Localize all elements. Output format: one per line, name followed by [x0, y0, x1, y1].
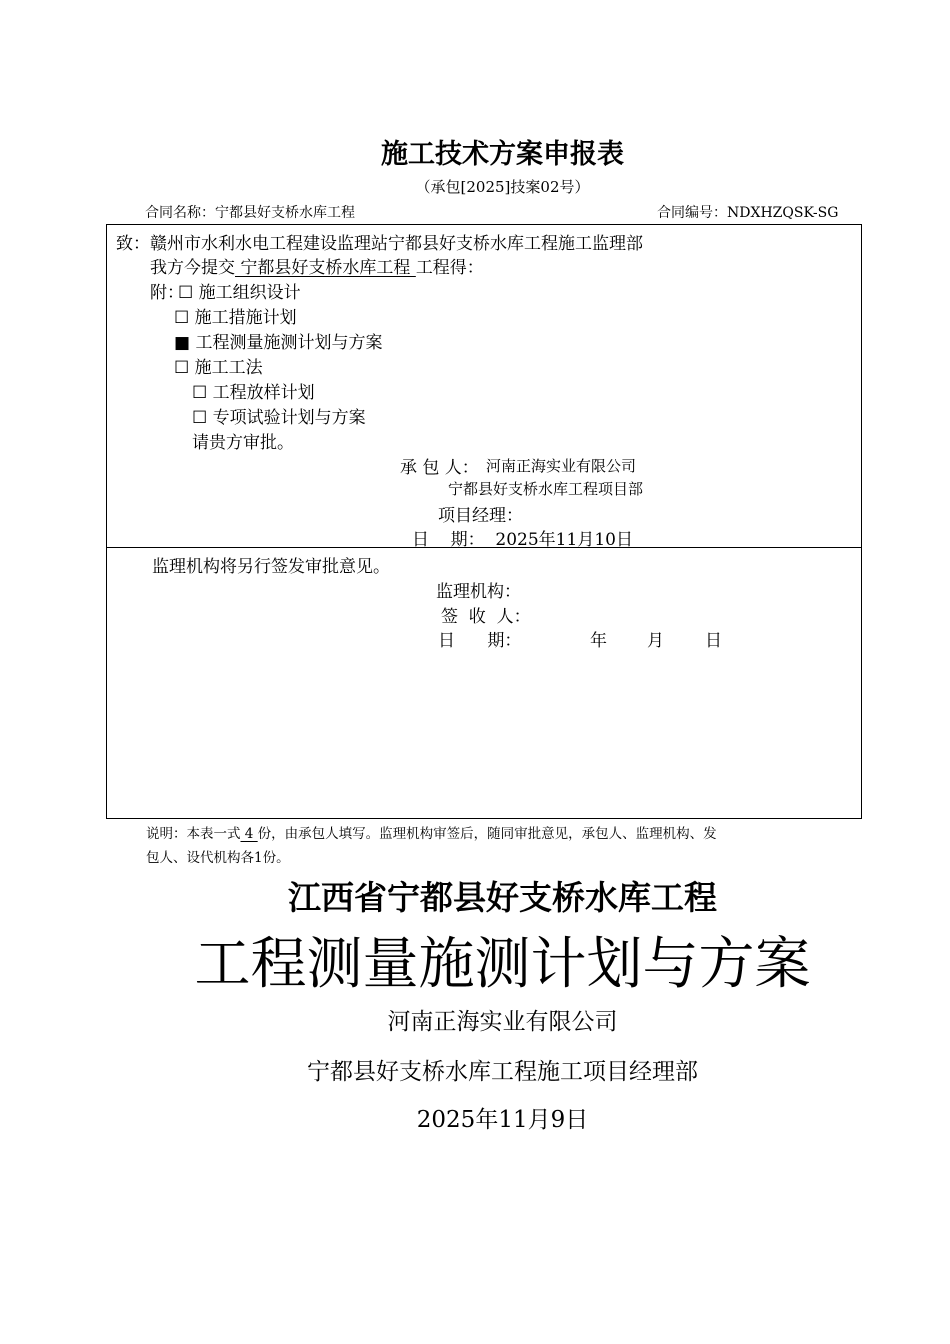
contract-name: 合同名称：宁都县好支桥水库工程 [145, 205, 355, 221]
attachment-item: ☐ 施工措施计划 [174, 308, 297, 328]
submit-project: 宁都县好支桥水库工程 [235, 258, 416, 278]
note-copies: 4 [240, 826, 258, 842]
cover-company: 河南正海实业有限公司 [387, 1009, 618, 1035]
date-day: 日 [705, 631, 722, 651]
form-note-line1 [146, 822, 717, 842]
form-title: 施工技术方案申报表 [381, 139, 624, 170]
attachment-item-checked: ■ 工程测量施测计划与方案 [174, 333, 383, 353]
contractor-name: 河南正海实业有限公司 [486, 457, 637, 475]
attachment-item: ☐ 专项试验计划与方案 [192, 408, 366, 428]
date-year: 年 [590, 631, 607, 651]
submit-statement [150, 253, 484, 278]
contract-number: 合同编号：NDXHZQSK-SG [657, 205, 839, 221]
submit-suffix: 工程得： [415, 258, 484, 278]
approval-request: 请贵方审批。 [192, 433, 294, 453]
attachment-item: ☐ 工程放样计划 [192, 383, 315, 403]
attachment-label: 附： [150, 283, 184, 303]
date-month: 月 [647, 631, 664, 651]
attachment-item: ☐ 施工组织设计 [178, 283, 301, 303]
note-prefix: 说明：本表一式 [146, 826, 241, 842]
attachment-item: ☐ 施工工法 [174, 358, 263, 378]
cover-project-name: 江西省宁都县好支桥水库工程 [288, 878, 717, 917]
receiver-label: 签 收 人： [441, 607, 531, 627]
addressee: 致：赣州市水利水电工程建设监理站宁都县好支桥水库工程施工监理部 [116, 234, 643, 254]
form-note-line2: 包人、设代机构各1份。 [146, 850, 290, 866]
cover-department: 宁都县好支桥水库工程施工项目经理部 [307, 1059, 698, 1085]
supervision-date-label: 日 期： [438, 631, 522, 651]
submit-prefix: 我方今提交 [150, 258, 235, 278]
contractor-label: 承 包 人： [400, 458, 479, 478]
submission-date: 日 期： 2025年11月10日 [412, 530, 633, 550]
cover-plan-title: 工程测量施测计划与方案 [194, 932, 811, 997]
supervision-opinion: 监理机构将另行签发审批意见。 [152, 557, 390, 577]
project-manager-label: 项目经理： [438, 506, 523, 526]
note-body: 份，由承包人填写。监理机构审签后，随同审批意见，承包人、监理机构、发 [257, 826, 717, 842]
contractor-department: 宁都县好支桥水库工程项目部 [448, 480, 644, 498]
cover-date: 2025年11月9日 [416, 1107, 589, 1133]
form-number: （承包[2025]技案02号） [415, 178, 590, 196]
supervision-org-label: 监理机构： [436, 582, 521, 602]
